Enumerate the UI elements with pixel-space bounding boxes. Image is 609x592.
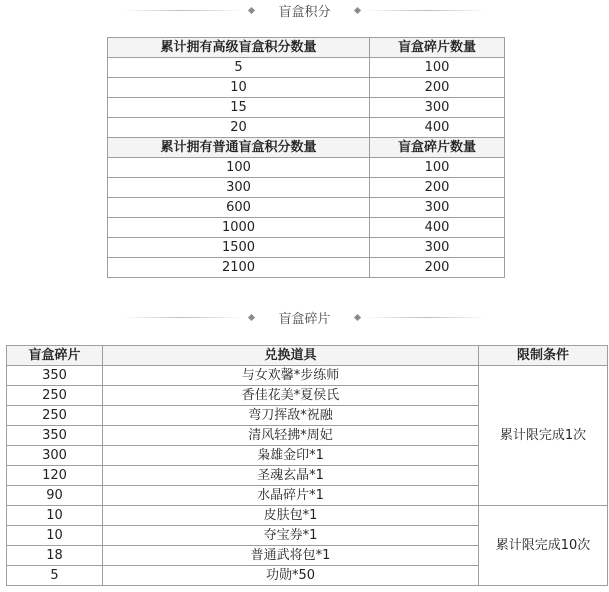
- table-row: [108, 178, 505, 198]
- table-row: [108, 258, 505, 278]
- table-row: [108, 78, 505, 98]
- header-cell: 累计拥有高级盲盒积分数量: [108, 38, 370, 58]
- item-cell: 普通武将包*1: [103, 546, 479, 566]
- item-cell: 枭雄金印*1: [103, 446, 479, 466]
- fragments-cell: 200: [370, 258, 505, 278]
- header-cell: 盲盒碎片数量: [370, 138, 505, 158]
- header-cell: 兑换道具: [103, 346, 479, 366]
- cost-cell: 350: [7, 426, 103, 446]
- item-cell: 皮肤包*1: [103, 506, 479, 526]
- table-row: [7, 366, 608, 386]
- points-cell: 1000: [108, 218, 370, 238]
- section-title-blind-box-points: [0, 0, 609, 20]
- item-cell: 清风轻拂*周妃: [103, 426, 479, 446]
- cost-cell: 10: [7, 506, 103, 526]
- section-title-blind-box-fragments: [0, 307, 609, 327]
- section-title-text: 盲盒碎片: [278, 311, 331, 327]
- fragments-cell: 300: [370, 198, 505, 218]
- points-cell: 15: [108, 98, 370, 118]
- table-header-row: [108, 138, 505, 158]
- points-cell: 10: [108, 78, 370, 98]
- divider-line-right: [366, 317, 486, 318]
- table-header-row: [7, 346, 608, 366]
- points-cell: 100: [108, 158, 370, 178]
- section-title-text: 盲盒积分: [278, 4, 331, 20]
- cost-cell: 350: [7, 366, 103, 386]
- limit-cell: 累计限完成10次: [479, 506, 608, 586]
- points-cell: 5: [108, 58, 370, 78]
- points-cell: 1500: [108, 238, 370, 258]
- points-cell: 600: [108, 198, 370, 218]
- divider-line-left: [123, 317, 243, 318]
- fragments-cell: 100: [370, 58, 505, 78]
- cost-cell: 10: [7, 526, 103, 546]
- table-row: [108, 98, 505, 118]
- exchange-table: [6, 345, 608, 586]
- header-cell: 盲盒碎片: [7, 346, 103, 366]
- item-cell: 与女欢馨*步练师: [103, 366, 479, 386]
- divider-line-right: [366, 10, 486, 11]
- points-cell: 300: [108, 178, 370, 198]
- header-cell: 盲盒碎片数量: [370, 38, 505, 58]
- cost-cell: 90: [7, 486, 103, 506]
- fragments-cell: 100: [370, 158, 505, 178]
- fragments-cell: 300: [370, 238, 505, 258]
- item-cell: 夺宝券*1: [103, 526, 479, 546]
- points-cell: 2100: [108, 258, 370, 278]
- header-cell: 累计拥有普通盲盒积分数量: [108, 138, 370, 158]
- table-row: [108, 198, 505, 218]
- diamond-icon: [353, 6, 360, 13]
- header-cell: 限制条件: [479, 346, 608, 366]
- fragments-cell: 400: [370, 118, 505, 138]
- cost-cell: 250: [7, 406, 103, 426]
- table-row: [108, 218, 505, 238]
- item-cell: 功勋*50: [103, 566, 479, 586]
- table-row: [108, 238, 505, 258]
- table-row: [7, 506, 608, 526]
- fragments-cell: 200: [370, 178, 505, 198]
- cost-cell: 300: [7, 446, 103, 466]
- cost-cell: 18: [7, 546, 103, 566]
- fragments-cell: 200: [370, 78, 505, 98]
- limit-cell: 累计限完成1次: [479, 366, 608, 506]
- item-cell: 弯刀挥敌*祝融: [103, 406, 479, 426]
- points-cell: 20: [108, 118, 370, 138]
- cost-cell: 5: [7, 566, 103, 586]
- diamond-icon: [248, 313, 255, 320]
- diamond-icon: [248, 6, 255, 13]
- item-cell: 水晶碎片*1: [103, 486, 479, 506]
- divider-line-left: [123, 10, 243, 11]
- table-header-row: [108, 38, 505, 58]
- table-row: [108, 58, 505, 78]
- fragments-cell: 300: [370, 98, 505, 118]
- cost-cell: 120: [7, 466, 103, 486]
- diamond-icon: [353, 313, 360, 320]
- points-table: [107, 37, 505, 278]
- item-cell: 圣魂玄晶*1: [103, 466, 479, 486]
- table-row: [108, 118, 505, 138]
- fragments-cell: 400: [370, 218, 505, 238]
- item-cell: 香佳花美*夏侯氏: [103, 386, 479, 406]
- table-row: [108, 158, 505, 178]
- cost-cell: 250: [7, 386, 103, 406]
